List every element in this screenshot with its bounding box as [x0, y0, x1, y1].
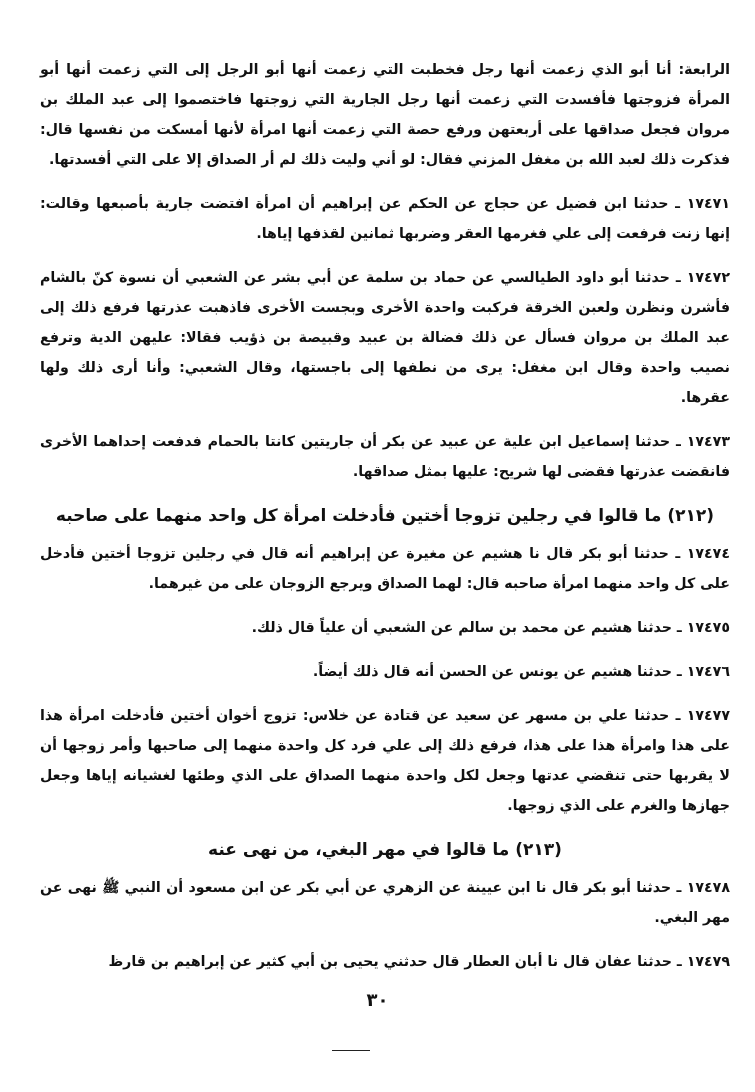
hadith-17476: ١٧٤٧٦ ـ حدثنا هشيم عن يونس عن الحسن أنه قال ذلك أيضاً.: [312, 664, 730, 680]
chapter-heading-213: (٢١٣) ما قالوا في مهر البغي، من نهى عنه: [208, 840, 562, 860]
hadith-17477: ١٧٤٧٧ ـ حدثنا علي بن مسهر عن سعيد عن قتادة عن خلاس: تزوج أخوان أختين فأدخلت امرأة هذا على هذا وامرأة هذا على هذا، فرفع ذلك إلى علي فرد كل واحدة منهما إلى صاحبها وأمر زوجها أن لا يقربها حتى تنقضي عدتها وجعل لكل واحدة منهما الصداق على الذي وطئها لغشيانه إياها وجعل جهازها والغرم على الذي زوجها.: [40, 708, 730, 814]
hadith-17478: ١٧٤٧٨ ـ حدثنا أبو بكر قال نا ابن عيينة عن الزهري عن أبي بكر عن ابن مسعود أن النبي ﷺ نهى عن مهر البغي.: [40, 880, 730, 926]
hadith-17473: ١٧٤٧٣ ـ حدثنا إسماعيل ابن علية عن عبيد عن بكر أن جاريتين كانتا بالحمام فدفعت إحداهما الأخرى فانقضت عذرتها فقضى لها شريح: عليها بمثل صداقها.: [40, 434, 730, 480]
hadith-17472: ١٧٤٧٢ ـ حدثنا أبو داود الطيالسي عن حماد بن سلمة عن أبي بشر عن الشعبي أن نسوة كنّ بالشام فأشرن ونظرن ولعبن الخرقة فركبت واحدة الأخرى وبجست الأخرى فاذهبت عذرتها فرفع ذلك إلى عبد الملك بن مروان فسأل عن ذلك فضالة بن عبيد وقبيصة بن ذؤيب فقالا: عليهن الدية وترفع نصيب واحدة وقال ابن مغفل: يرى من نطفها إلى باجستها، وقال الشعبي: وأنا أرى ذلك ولها عقرها.: [40, 270, 730, 406]
page-body: [40, 55, 730, 991]
chapter-heading-212: (٢١٢) ما قالوا في رجلين تزوجا أختين فأدخلت امرأة كل واحد منهما على صاحبه: [55, 506, 715, 526]
page-number: ٣٠: [366, 990, 389, 1011]
footer-divider: [332, 1050, 370, 1051]
hadith-17475: ١٧٤٧٥ ـ حدثنا هشيم عن محمد بن سالم عن الشعبي أن علياً قال ذلك.: [251, 620, 730, 636]
hadith-17479: ١٧٤٧٩ ـ حدثنا عفان قال نا أبان العطار قال حدثني يحيى بن أبي كثير عن إبراهيم بن قارظ: [108, 954, 730, 970]
hadith-17474: ١٧٤٧٤ ـ حدثنا أبو بكر قال نا هشيم عن مغيرة عن إبراهيم أنه قال في رجلين تزوجا أختين فأدخل على كل واحد منهما امرأة صاحبه قال: لهما الصداق ويرجع الزوجان على من غيرهما.: [40, 546, 730, 592]
hadith-17471: ١٧٤٧١ ـ حدثنا ابن فضيل عن حجاج عن الحكم عن إبراهيم أن امرأة افتضت جارية بأصبعها وقالت: إنها زنت فرفعت إلى علي فغرمها العقر وضربها ثمانين لقذفها إياها.: [40, 196, 730, 242]
paragraph: الرابعة: أنا أبو الذي زعمت أنها رجل فخطبت التي زعمت أنها أبو الرجل إلى التي زعمت أنها أبو المرأة فزوجتها فأفسدت التي زعمت أنها رجل الجارية التي زوجتها فاختصموا إلى عبد الملك بن مروان فجعل صداقها على أربعتهن ورفع حصة التي زعمت أنها امرأة لأنها أمسكت من نفسها قال: فذكرت ذلك لعبد الله بن مغفل المزني فقال: لو أني وليت ذلك لم أر الصداق إلا على التي أفسدتها.: [40, 62, 730, 168]
